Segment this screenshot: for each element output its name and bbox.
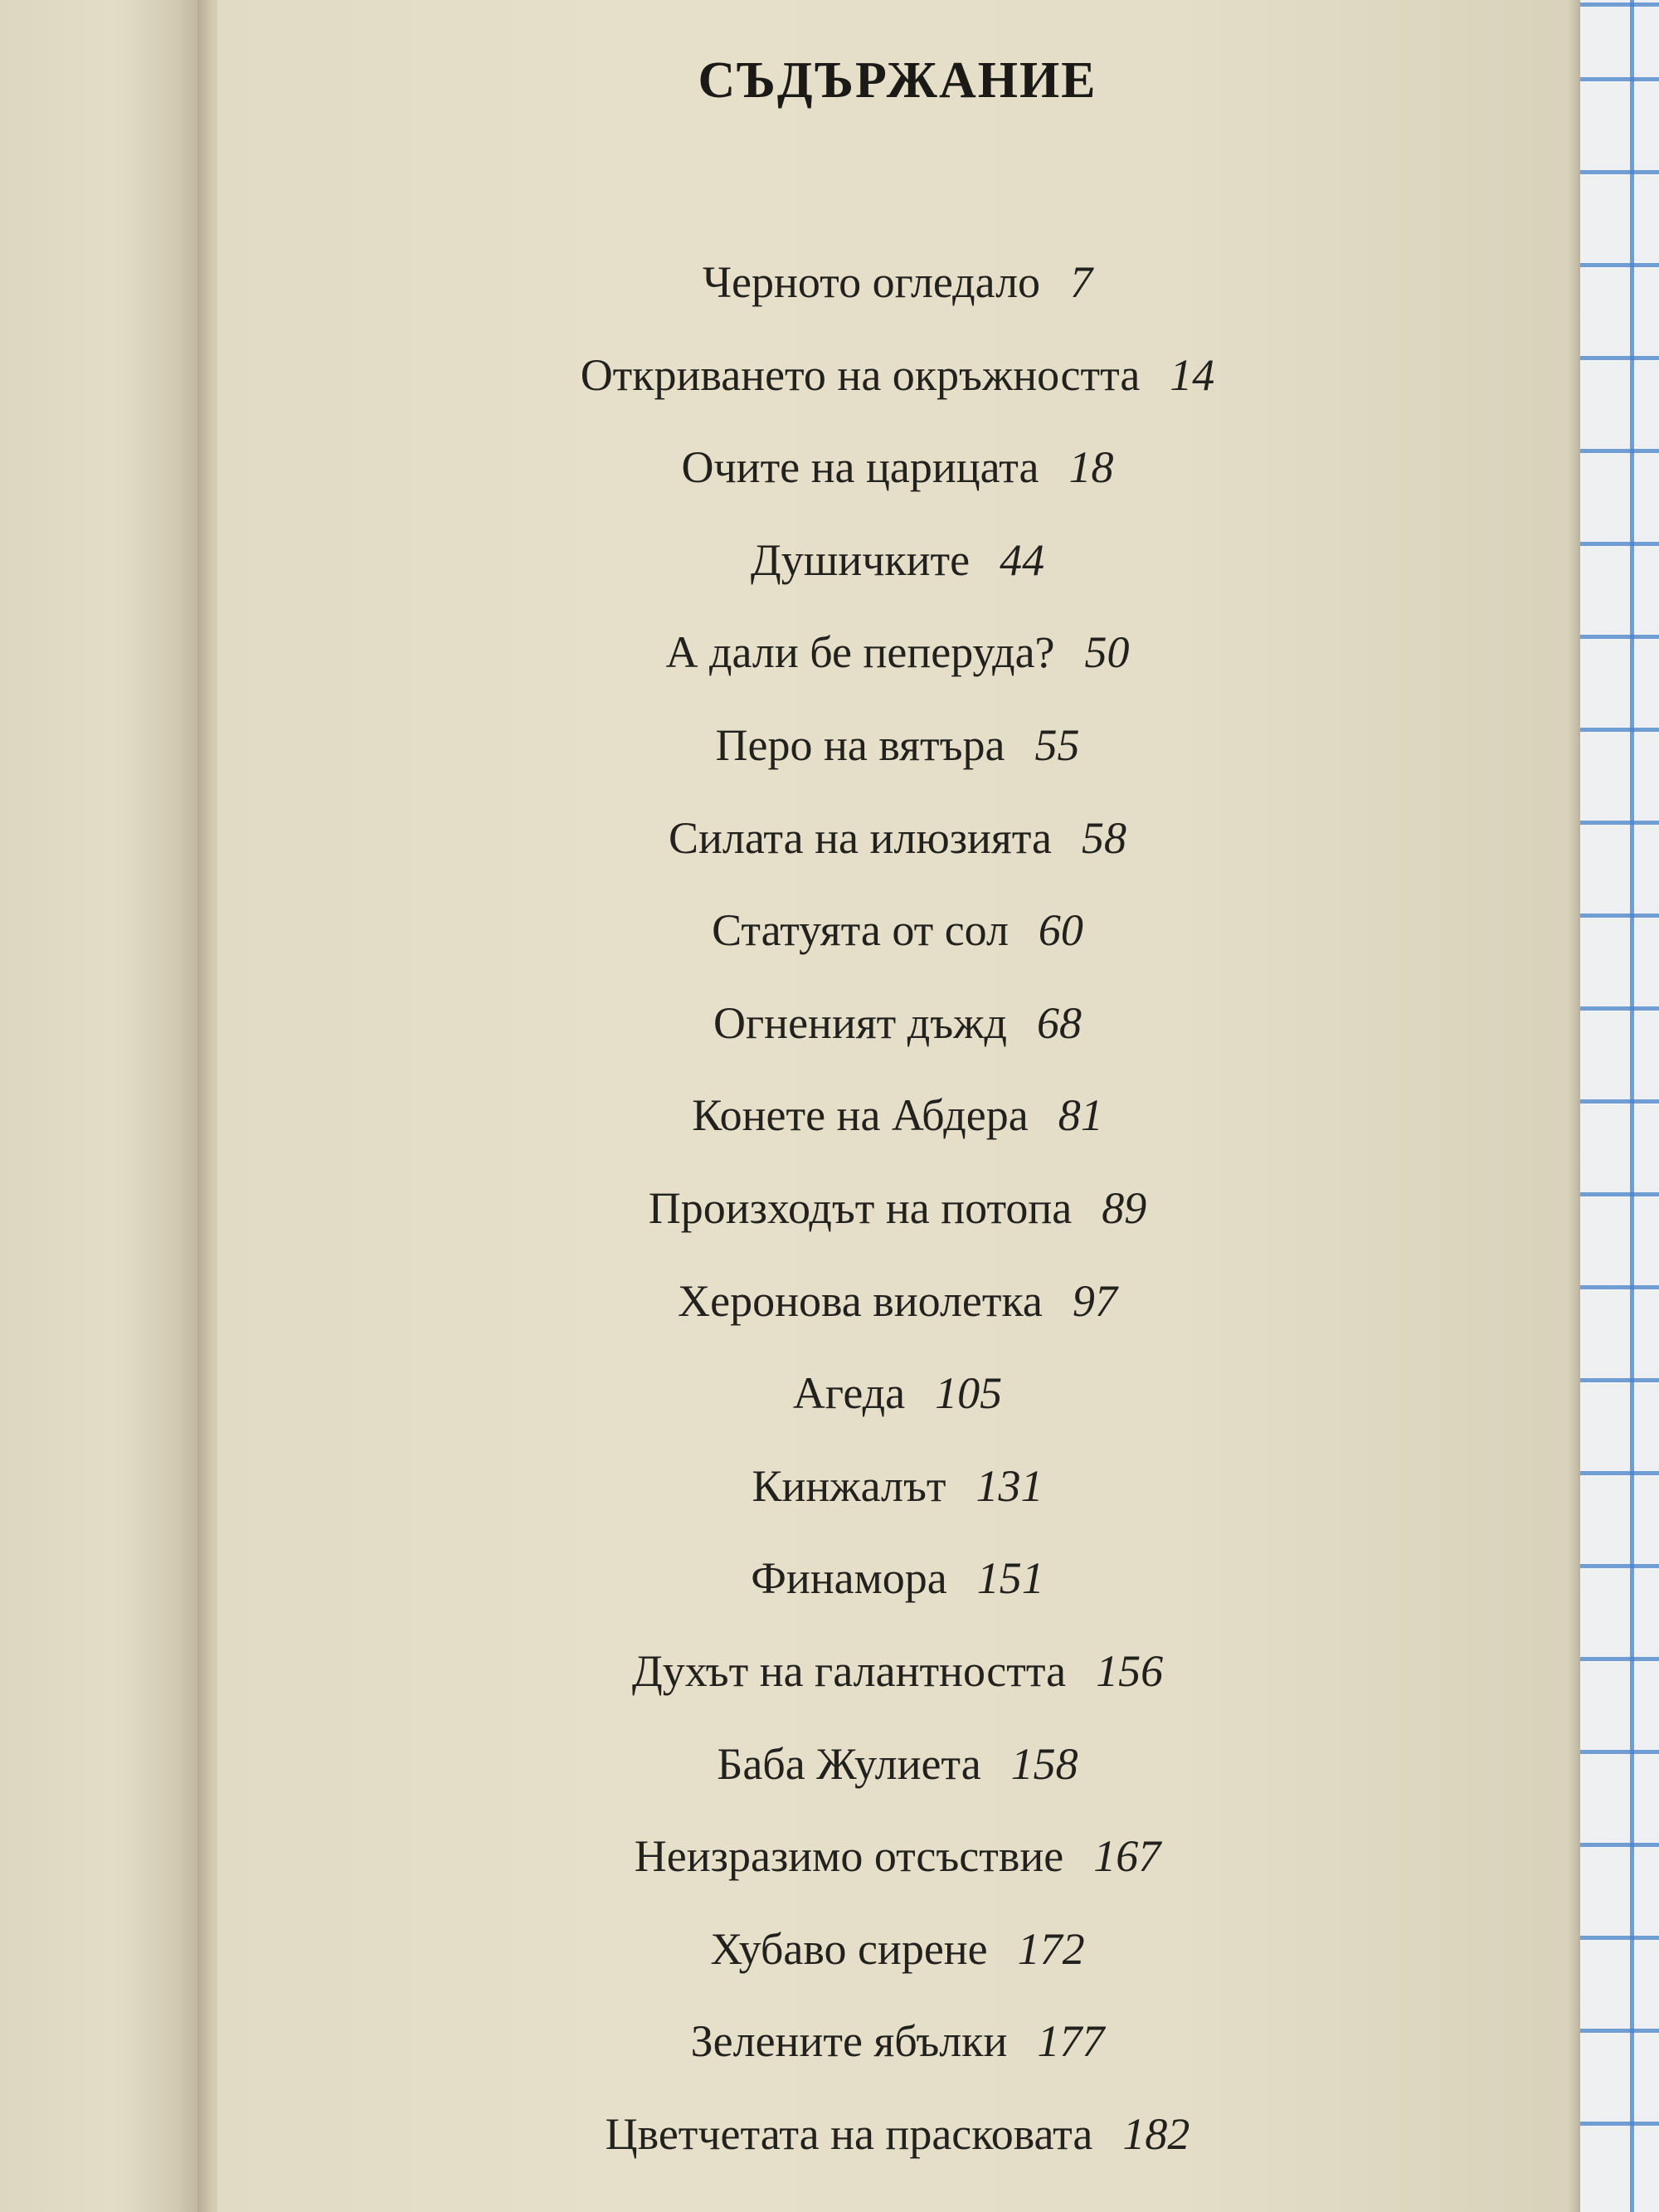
toc-entry-page: 55	[1034, 719, 1080, 770]
toc-entry	[217, 1175, 1578, 1268]
grid-paper-background	[1580, 0, 1659, 2212]
toc-entry	[217, 1731, 1578, 1824]
toc-entry-page: 156	[1096, 1645, 1164, 1696]
toc-entry-page: 151	[976, 1553, 1044, 1604]
toc-entry-page: 14	[1170, 349, 1215, 400]
toc-entry-page: 58	[1082, 812, 1126, 863]
toc-entry-page: 158	[1010, 1738, 1078, 1789]
toc-entry-title: Душичките	[750, 534, 971, 585]
toc-entry	[217, 1823, 1578, 1916]
toc-entry-page: 18	[1068, 442, 1114, 493]
toc-entry-page: 97	[1072, 1275, 1117, 1326]
toc-heading: СЪДЪРЖАНИЕ	[698, 52, 1097, 109]
toc-entry	[217, 990, 1578, 1083]
toc-entry-page: 105	[935, 1368, 1003, 1419]
toc-entry-title: Черното огледало	[702, 257, 1041, 307]
toc-entry-page: 89	[1102, 1182, 1147, 1233]
toc-entry	[217, 1360, 1578, 1453]
toc-entry-title: Баба Жулиета	[717, 1738, 981, 1789]
toc-entry-page: 44	[1000, 534, 1045, 585]
toc-entry	[217, 1545, 1578, 1638]
toc-entry	[217, 342, 1578, 435]
toc-entry-page: 50	[1084, 627, 1130, 678]
toc-entry-page: 68	[1036, 997, 1082, 1048]
toc-entry	[217, 1268, 1578, 1361]
toc-entry-page: 7	[1070, 257, 1093, 307]
toc-entry	[217, 2101, 1578, 2194]
toc-entry	[217, 805, 1578, 898]
toc-entry-title: Хубаво сирене	[710, 1923, 988, 1974]
toc-entry-page: 167	[1093, 1831, 1161, 1882]
toc-entry	[217, 1453, 1578, 1546]
toc-entry	[217, 619, 1578, 712]
toc-entry	[217, 1916, 1578, 2009]
toc-entry-title: Конете на Абдера	[692, 1090, 1029, 1141]
toc-entry-title: Цветчетата на прасковата	[605, 2108, 1093, 2159]
toc-entry-title: Статуята от сол	[712, 905, 1009, 956]
toc-entry-title: Зелените ябълки	[690, 2016, 1008, 2067]
toc-entry-title: Кинжалът	[752, 1460, 946, 1511]
toc-entry-title: Финамора	[751, 1553, 947, 1604]
toc-entry	[217, 1082, 1578, 1175]
toc-entry-title: Силата на илюзията	[668, 812, 1052, 863]
toc-entry-page: 131	[975, 1460, 1044, 1511]
toc-entry	[217, 1638, 1578, 1731]
toc-entry-page: 177	[1037, 2016, 1105, 2067]
toc-entry	[217, 712, 1578, 805]
toc-entry	[217, 434, 1578, 527]
toc-entry-title: Херонова виолетка	[678, 1275, 1043, 1326]
toc-entry-title: Духът на галантността	[631, 1645, 1067, 1696]
toc-entry-title: Откриването на окръжността	[580, 349, 1141, 400]
toc-entry-title: Произходът на потопа	[648, 1182, 1073, 1233]
toc-entry-title: Неизразимо отсъствие	[634, 1831, 1064, 1882]
toc-list	[217, 249, 1578, 2193]
toc-entry-title: Агеда	[792, 1368, 906, 1419]
toc-entry-page: 60	[1038, 905, 1083, 956]
toc-entry-title: Очите на царицата	[681, 442, 1039, 493]
toc-entry-title: Перо на вятъра	[715, 719, 1005, 770]
toc-entry-page: 81	[1058, 1090, 1103, 1141]
toc-entry	[217, 249, 1578, 342]
toc-entry	[217, 2008, 1578, 2101]
toc-entry-page: 172	[1017, 1923, 1085, 1974]
toc-entry-page: 182	[1122, 2108, 1190, 2159]
toc-entry	[217, 527, 1578, 620]
toc-entry-title: А дали бе пеперуда?	[665, 627, 1055, 678]
toc-entry	[217, 897, 1578, 990]
left-page-edge	[0, 0, 207, 2212]
toc-entry-title: Огненият дъжд	[713, 997, 1007, 1048]
table-of-contents	[217, 0, 1578, 2212]
